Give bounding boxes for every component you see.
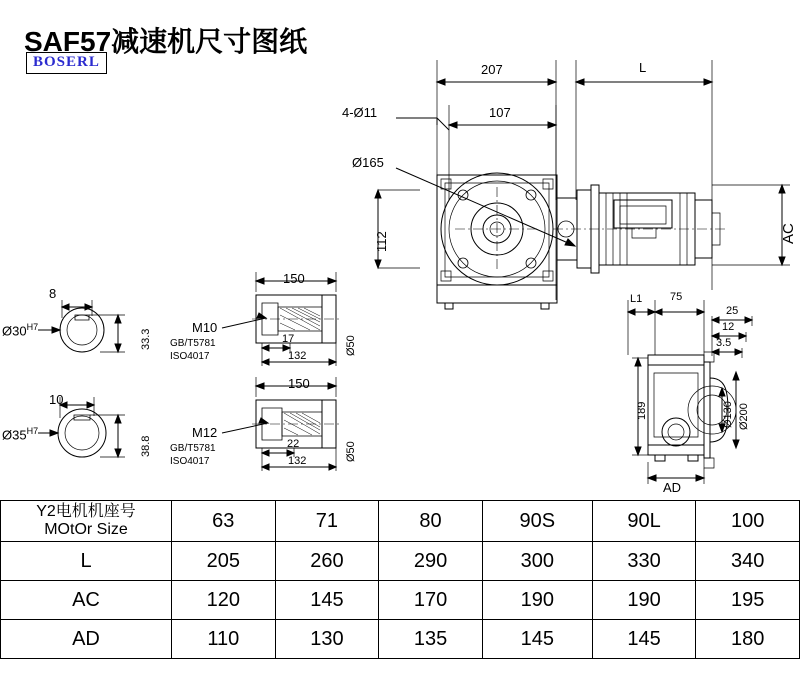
table-row (1, 501, 800, 542)
table-row-label: AC (1, 581, 172, 620)
dim-207-label: 207 (481, 62, 503, 77)
dim-150-top-label: 150 (283, 271, 305, 286)
dim-L-label: L (639, 60, 647, 75)
AC-label: AC (780, 223, 797, 244)
table-cell: 330 (592, 542, 696, 581)
dim-22-label: 22 (287, 438, 300, 450)
dia130-label: Ø130 (722, 401, 734, 428)
dim-150-bottom-label: 150 (288, 376, 310, 391)
table-row-label: L (1, 542, 172, 581)
dim-75-label: 75 (670, 291, 683, 303)
table-cell: 290 (379, 542, 483, 581)
dim-107-label: 107 (489, 105, 511, 120)
dim-132-bottom-label: 132 (288, 455, 307, 467)
dia50-top-label: Ø50 (345, 335, 357, 356)
table-row (1, 581, 800, 620)
table-header-cn: Y2电机机座号 (36, 503, 136, 520)
dim-189-label: 189 (636, 401, 648, 420)
table-cell: 110 (172, 620, 276, 659)
table-row (1, 620, 800, 659)
table-cell: 300 (482, 542, 592, 581)
table-row (1, 542, 800, 581)
specification-table (0, 500, 800, 659)
shaft1-tol: H7 (26, 322, 39, 332)
brand-logo: BOSERL (26, 52, 107, 74)
page-title: SAF57减速机尺寸图纸 (24, 26, 308, 57)
table-row-label: AD (1, 620, 172, 659)
table-cell: 63 (172, 501, 276, 542)
dim-112-label: 112 (374, 231, 389, 252)
dia50-bottom-label: Ø50 (345, 441, 357, 462)
key-m10-label: M10 (192, 320, 218, 335)
key-m12-std1-label: GB/T5781 (170, 443, 216, 454)
table-cell: 100 (696, 501, 800, 542)
table-cell: 190 (592, 581, 696, 620)
shaft2-height-label: 38.8 (140, 435, 152, 457)
dia165-label: Ø165 (352, 155, 384, 170)
shaft1-height-label: 33.3 (140, 328, 152, 350)
table-cell: 80 (379, 501, 483, 542)
shaft2-tol: H7 (26, 426, 39, 436)
table-header-motor-size (1, 501, 172, 542)
dim-132-top-label: 132 (288, 350, 307, 362)
table-cell: 205 (172, 542, 276, 581)
dim-L1-label: L1 (630, 293, 643, 305)
table-cell: 145 (482, 620, 592, 659)
table-cell: 190 (482, 581, 592, 620)
table-cell: 135 (379, 620, 483, 659)
AD-label: AD (663, 480, 682, 495)
table-cell: 145 (592, 620, 696, 659)
shaft2-key-label: 10 (49, 392, 64, 407)
table-cell: 145 (275, 581, 379, 620)
dim-17-label: 17 (282, 333, 295, 345)
key-m12-label: M12 (192, 425, 218, 440)
table-cell: 180 (696, 620, 800, 659)
holes-label: 4-Ø11 (342, 105, 378, 120)
key-m10-std2-label: ISO4017 (170, 351, 210, 362)
key-m10-std1-label: GB/T5781 (170, 338, 216, 349)
table-cell: 195 (696, 581, 800, 620)
table-cell: 90L (592, 501, 696, 542)
shaft2-dia-label: $Ø35^{H7}$ (2, 426, 39, 443)
shaft1-dia-label: $Ø30^{H7}$ (2, 322, 39, 339)
table-cell: 90S (482, 501, 592, 542)
table-cell: 170 (379, 581, 483, 620)
table-cell: 120 (172, 581, 276, 620)
shaft1-key-label: 8 (49, 286, 57, 301)
table-cell: 71 (275, 501, 379, 542)
table-cell: 340 (696, 542, 800, 581)
dim-35-label: 3.5 (716, 337, 732, 349)
table-cell: 260 (275, 542, 379, 581)
dim-25-label: 25 (726, 305, 739, 317)
dia200-label: Ø200 (738, 403, 750, 430)
key-m12-std2-label: ISO4017 (170, 456, 210, 467)
table-cell: 130 (275, 620, 379, 659)
dim-12-label: 12 (722, 321, 735, 333)
table-header-en: MOtOr Size (44, 521, 128, 538)
